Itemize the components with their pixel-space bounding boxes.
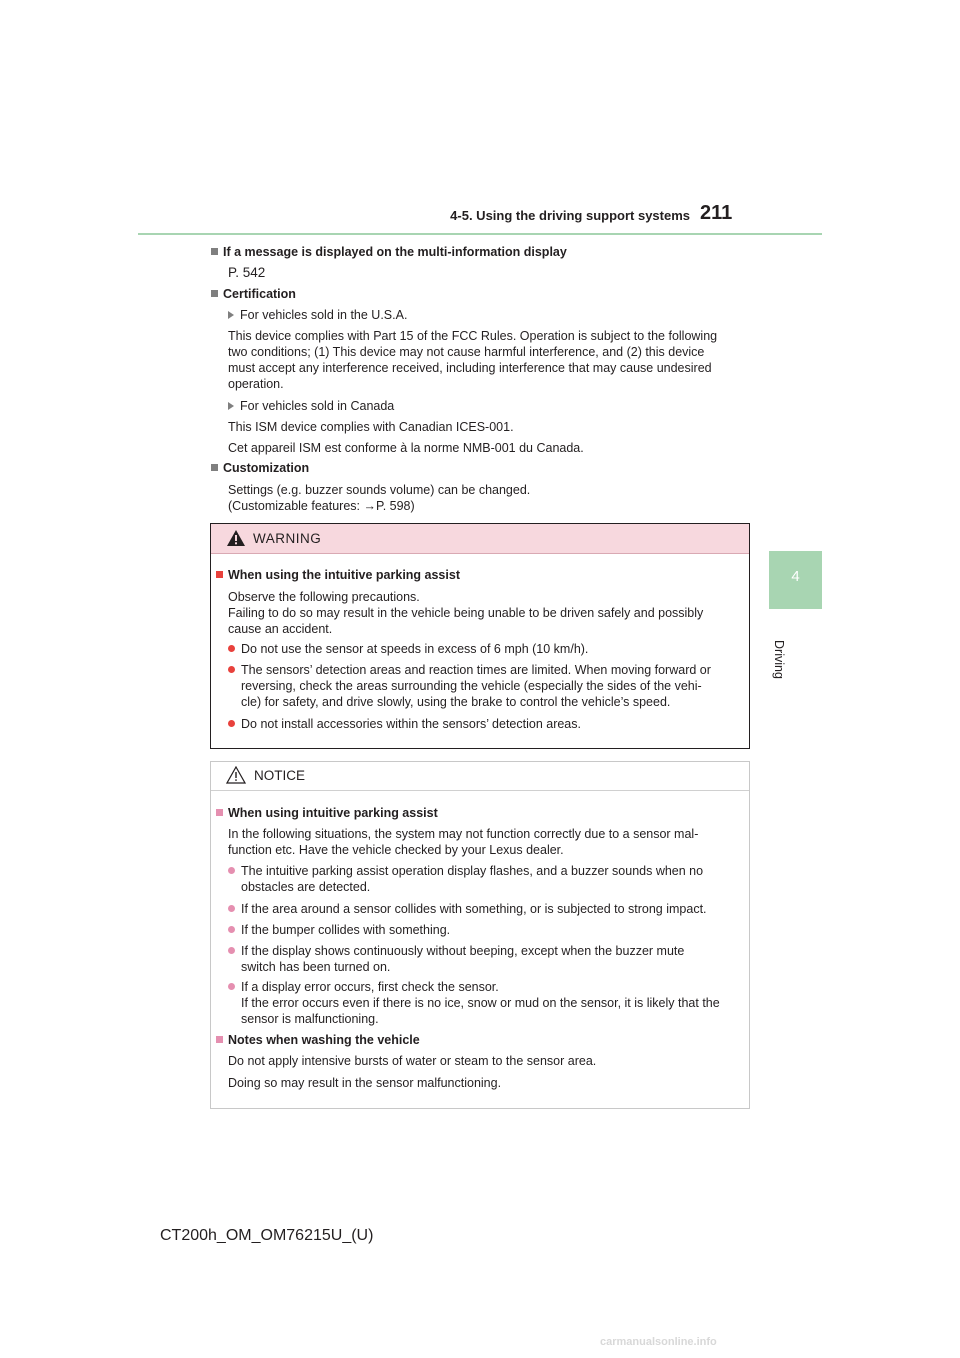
notice-item: If the display shows continuously without beeping, except when the buzzer mute switch has been turned on. bbox=[228, 943, 745, 975]
page-number: 211 bbox=[700, 202, 733, 224]
canada-label: For vehicles sold in Canada bbox=[228, 398, 394, 414]
certification-heading: Certification bbox=[211, 287, 296, 301]
warning-item: Do not use the sensor at speeds in excess of 6 mph (10 km/h). bbox=[228, 641, 588, 657]
notice-item: If the bumper collides with something. bbox=[228, 922, 450, 938]
chapter-number: 4 bbox=[791, 568, 800, 585]
notice-heading: When using intuitive parking assist bbox=[216, 806, 438, 820]
warning-item: The sensors’ detection areas and reaction times are limited. When moving forward or reversing, check the areas surrounding the vehicle (especially the sides of the vehi- cle) for safety, and drive slowly, using the brake to control the vehicle’s speed. bbox=[228, 662, 745, 710]
square-bullet-icon bbox=[211, 464, 218, 471]
wash-text: Do not apply intensive bursts of water or steam to the sensor area. bbox=[228, 1054, 597, 1068]
usa-label: For vehicles sold in the U.S.A. bbox=[228, 307, 407, 323]
notice-divider bbox=[211, 790, 749, 791]
canada-text-fr: Cet appareil ISM est conforme à la norme NMB-001 du Canada. bbox=[228, 441, 584, 455]
warning-title: WARNING bbox=[253, 531, 322, 546]
customization-text: Settings (e.g. buzzer sounds volume) can be changed. bbox=[228, 483, 531, 497]
bullet-dot-icon bbox=[228, 666, 235, 673]
bullet-dot-icon bbox=[228, 867, 235, 874]
square-bullet-icon bbox=[211, 290, 218, 297]
section-title: 4-5. Using the driving support systems bbox=[450, 208, 690, 223]
notice-intro: In the following situations, the system may not function correctly due to a sensor mal- function etc. Have the vehicle checked by your Lexus dealer. bbox=[228, 827, 699, 857]
header-divider bbox=[138, 233, 822, 235]
bullet-dot-icon bbox=[228, 983, 235, 990]
bullet-dot-icon bbox=[228, 905, 235, 912]
triangle-bullet-icon bbox=[228, 311, 234, 319]
square-bullet-icon bbox=[216, 571, 223, 578]
notice-triangle-icon bbox=[226, 766, 246, 784]
notice-item: The intuitive parking assist operation display flashes, and a buzzer sounds when no obstacles are detected. bbox=[228, 863, 745, 895]
notice-item: If the area around a sensor collides with something, or is subjected to strong impact. bbox=[228, 901, 707, 917]
square-bullet-icon bbox=[216, 809, 223, 816]
bullet-dot-icon bbox=[228, 926, 235, 933]
message-ref: P. 542 bbox=[228, 265, 266, 280]
chapter-label: Driving bbox=[772, 640, 786, 679]
document-code: CT200h_OM_OM76215U_(U) bbox=[160, 1227, 374, 1244]
bullet-dot-icon bbox=[228, 947, 235, 954]
wash-text: Doing so may result in the sensor malfunctioning. bbox=[228, 1076, 502, 1090]
bullet-dot-icon bbox=[228, 720, 235, 727]
triangle-bullet-icon bbox=[228, 402, 234, 410]
warning-triangle-icon bbox=[227, 530, 245, 546]
usa-paragraph: This device complies with Part 15 of the FCC Rules. Operation is subject to the following two conditions; (1) This device may not cause harmful interference, and (2) this device must accept any interference received, including interference that may cause undesired operation. bbox=[228, 329, 718, 391]
canada-text-en: This ISM device complies with Canadian ICES-001. bbox=[228, 420, 514, 434]
warning-item: Do not install accessories within the sensors’ detection areas. bbox=[228, 716, 581, 732]
customization-ref: (Customizable features: →P. 598) bbox=[228, 499, 415, 513]
square-bullet-icon bbox=[211, 248, 218, 255]
watermark: carmanualsonline.info bbox=[600, 1336, 717, 1348]
bullet-dot-icon bbox=[228, 645, 235, 652]
notice-title: NOTICE bbox=[254, 768, 306, 783]
notice-heading: Notes when washing the vehicle bbox=[216, 1033, 420, 1047]
warning-heading: When using the intuitive parking assist bbox=[216, 568, 460, 582]
notice-item: If a display error occurs, first check the sensor. If the error occurs even if there is no ice, snow or mud on the sensor, it is likely that the sensor is malfunctioning. bbox=[228, 979, 745, 1027]
message-heading: If a message is displayed on the multi-information display bbox=[211, 245, 567, 259]
customization-heading: Customization bbox=[211, 461, 309, 475]
square-bullet-icon bbox=[216, 1036, 223, 1043]
warning-intro: Observe the following precautions. Failing to do so may result in the vehicle being unable to be driven safely and possibly cause an accident. bbox=[228, 590, 704, 636]
